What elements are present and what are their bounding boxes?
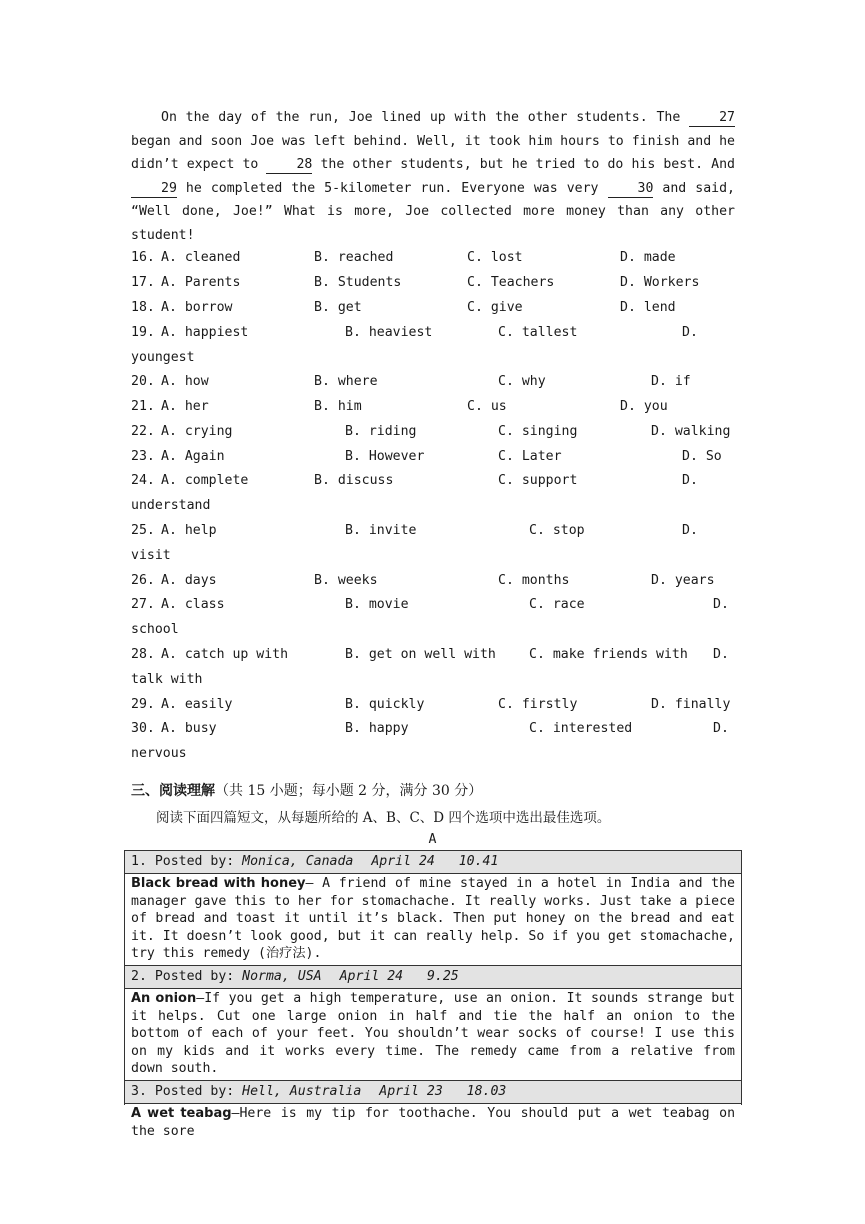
- option-d: D.: [713, 597, 729, 612]
- post-author: Hell, Australia: [242, 1083, 362, 1099]
- post-text: — A friend of mine stayed in a hotel in India and the manager gave this to her for stomachache. It really works. Just take a piece of bread and toast it until it’s black. Then put honey on the bread and eat it. It doesn’t look good, but it can really help. So if you get stomachache, try this remedy (治疗法).: [131, 876, 735, 962]
- option-d: D.: [682, 523, 698, 538]
- option-a: A. crying: [161, 424, 233, 439]
- question-number: 26.: [131, 573, 155, 588]
- option-b: B. However: [345, 449, 425, 464]
- blank-30: 30: [608, 180, 654, 198]
- option-b: B. Students: [314, 275, 402, 290]
- post-time: 10.41: [458, 854, 499, 869]
- post-time: 9.25: [426, 968, 459, 984]
- option-d-wrapped-text: youngest: [131, 350, 195, 365]
- option-b: B. happy: [345, 721, 409, 736]
- option-d-wrapped-text: school: [131, 622, 179, 637]
- post-date: April 24: [371, 854, 435, 869]
- blank-29: 29: [131, 180, 177, 198]
- option-a: A. Parents: [161, 275, 241, 290]
- option-d: D.: [682, 473, 698, 488]
- option-a: A. class: [161, 597, 225, 612]
- option-a: A. help: [161, 523, 217, 538]
- option-b: B. get: [314, 300, 362, 315]
- option-c: C. months: [498, 573, 570, 588]
- section-title: [131, 780, 482, 800]
- option-d: D.: [682, 325, 698, 340]
- option-d: D. years: [651, 573, 715, 588]
- post-body: [125, 1104, 741, 1142]
- option-c: C. make friends with: [529, 647, 688, 662]
- post-header: [125, 1081, 741, 1104]
- option-d: D. lend: [620, 300, 676, 315]
- section-score-note: （共 15 小题；每小题 2 分，满分 30 分）: [215, 783, 483, 799]
- passage-paragraph: [131, 106, 735, 247]
- section-heading: 三、阅读理解: [131, 783, 215, 799]
- option-a: A. her: [161, 399, 209, 414]
- post-date: April 24: [339, 968, 404, 984]
- option-d: D.: [713, 721, 729, 736]
- passage-text: the other students, but he tried to do his best. And: [320, 157, 735, 172]
- option-c: C. why: [498, 374, 546, 389]
- option-c: C. support: [498, 473, 578, 488]
- question-number: 23.: [131, 449, 155, 464]
- option-b: B. reached: [314, 250, 394, 265]
- question-number: 28.: [131, 647, 155, 662]
- post-prefix: 3. Posted by:: [131, 1083, 235, 1099]
- cloze-passage-ending: [131, 106, 735, 247]
- option-c: C. lost: [467, 250, 523, 265]
- option-a: A. days: [161, 573, 217, 588]
- post-prefix: 2. Posted by:: [131, 968, 235, 984]
- option-a: A. cleaned: [161, 250, 241, 265]
- option-b: B. weeks: [314, 573, 378, 588]
- option-c: C. Teachers: [467, 275, 555, 290]
- option-b: B. riding: [345, 424, 417, 439]
- option-d: D. walking: [651, 424, 731, 439]
- option-b: B. get on well with: [345, 647, 496, 662]
- forum-posts-table: [124, 850, 742, 1139]
- option-a: A. Again: [161, 449, 225, 464]
- post-prefix: 1. Posted by:: [131, 854, 235, 869]
- post-date: April 23: [379, 1083, 443, 1099]
- option-d-wrapped-text: talk with: [131, 672, 203, 687]
- option-c: C. race: [529, 597, 585, 612]
- section-instruction: 阅读下面四篇短文，从每题所给的 A、B、C、D 四个选项中选出最佳选项。: [156, 810, 611, 826]
- post-title: An onion: [131, 990, 197, 1006]
- option-b: B. invite: [345, 523, 417, 538]
- option-b: B. movie: [345, 597, 409, 612]
- option-b: B. heaviest: [345, 325, 433, 340]
- option-b: B. him: [314, 399, 362, 414]
- option-b: B. where: [314, 374, 378, 389]
- post-author: Monica, Canada: [242, 854, 354, 869]
- post-body: [125, 989, 741, 1081]
- passage-text: began and soon Joe was left behind. Well, it took him hours to finish and he didn’t expect to: [131, 133, 735, 172]
- option-d: D.: [713, 647, 729, 662]
- question-number: 29.: [131, 697, 155, 712]
- post-title: A wet teabag: [131, 1105, 232, 1121]
- passage-text: On the day of the run, Joe lined up with the other students. The: [161, 110, 681, 125]
- post-author: Norma, USA: [242, 968, 322, 984]
- passage-label: A: [428, 832, 437, 847]
- option-b: B. quickly: [345, 697, 425, 712]
- option-c: C. singing: [498, 424, 578, 439]
- option-d: D. finally: [651, 697, 731, 712]
- question-number: 21.: [131, 399, 155, 414]
- post-header: [125, 966, 741, 989]
- post-title: Black bread with honey: [131, 876, 306, 891]
- blank-27: 27: [689, 109, 735, 127]
- option-a: A. busy: [161, 721, 217, 736]
- blank-28: 28: [266, 156, 312, 174]
- option-c: C. interested: [529, 721, 633, 736]
- option-c: C. give: [467, 300, 523, 315]
- option-c: C. tallest: [498, 325, 578, 340]
- option-d: D. if: [651, 374, 691, 389]
- option-d-wrapped-text: nervous: [131, 746, 187, 761]
- question-number: 27.: [131, 597, 155, 612]
- question-number: 20.: [131, 374, 155, 389]
- post-text: —Here is my tip for toothache. You should put a wet teabag on the sore: [131, 1105, 736, 1139]
- option-c: C. Later: [498, 449, 562, 464]
- option-d: D. you: [620, 399, 668, 414]
- question-number: 16.: [131, 250, 155, 265]
- question-number: 17.: [131, 275, 155, 290]
- question-number: 18.: [131, 300, 155, 315]
- option-a: A. borrow: [161, 300, 233, 315]
- option-c: C. stop: [529, 523, 585, 538]
- post-time: 18.03: [466, 1083, 507, 1099]
- option-d-wrapped-text: visit: [131, 548, 171, 563]
- option-d: D. made: [620, 250, 676, 265]
- post-body: [125, 874, 741, 966]
- option-d-wrapped-text: understand: [131, 498, 211, 513]
- option-d: D. So: [682, 449, 722, 464]
- question-number: 22.: [131, 424, 155, 439]
- question-number: 25.: [131, 523, 155, 538]
- option-d: D. Workers: [620, 275, 700, 290]
- option-c: C. us: [467, 399, 507, 414]
- post-text: —If you get a high temperature, use an onion. It sounds strange but it helps. Cut one large onion in half and tie the half an onion to the bottom of each of your feet. You shouldn’t wear socks of course! I use this on my kids and it works every time. The remedy came from a relative from down south.: [131, 990, 736, 1077]
- passage-text: he completed the 5-kilometer run. Everyone was very: [185, 180, 599, 196]
- option-a: A. happiest: [161, 325, 249, 340]
- passage-text: and said, “Well done, Joe!” What is more, Joe collected more money than any other student!: [131, 180, 735, 243]
- post-header: [125, 851, 741, 874]
- option-a: A. how: [161, 374, 209, 389]
- option-c: C. firstly: [498, 697, 578, 712]
- option-b: B. discuss: [314, 473, 394, 488]
- question-number: 19.: [131, 325, 155, 340]
- option-a: A. complete: [161, 473, 249, 488]
- option-a: A. catch up with: [161, 647, 289, 662]
- question-number: 24.: [131, 473, 155, 488]
- question-number: 30.: [131, 721, 155, 736]
- option-a: A. easily: [161, 697, 233, 712]
